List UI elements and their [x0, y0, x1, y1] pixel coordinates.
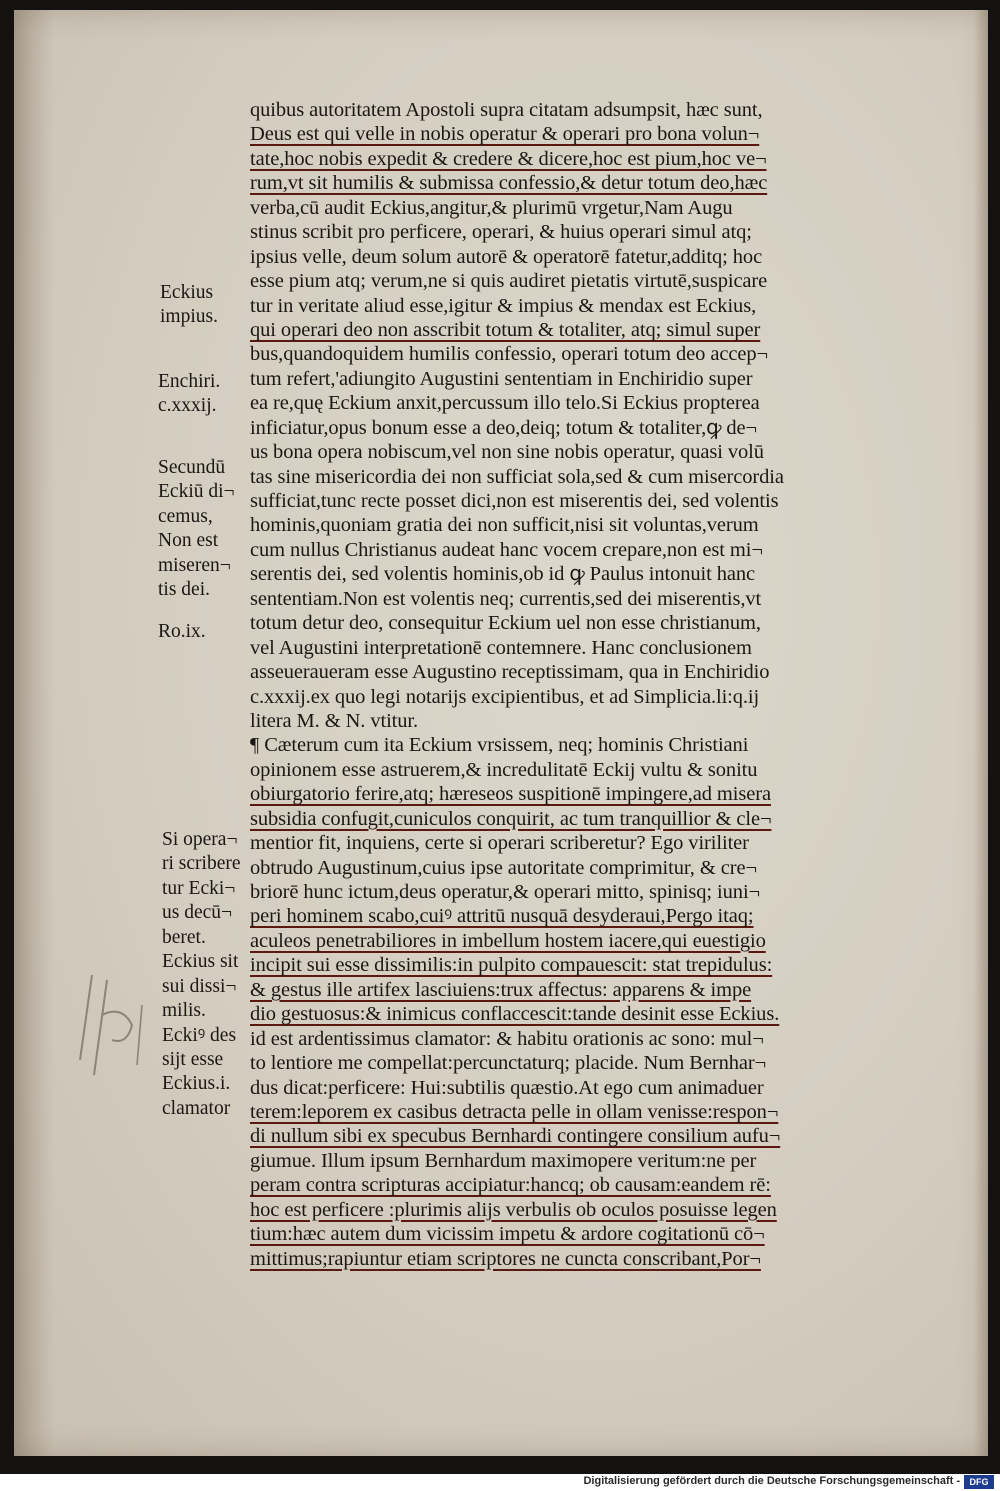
page-gutter-shadow [14, 10, 54, 1456]
pencil-annotation-mark [72, 965, 162, 1085]
text-line: inficiatur,opus bonum esse a deo,deiq; totum & totaliter,ꝙ de¬ [250, 416, 758, 439]
text-line: c.xxxij.ex quo legi notarijs excipientibus, et ad Simplicia.li:q.ij [250, 685, 760, 708]
margin-note-secundum-eckium [158, 456, 235, 603]
footer-credit-text: Digitalisierung gefördert durch die Deutsche Forschungsgemeinschaft - [583, 1475, 960, 1487]
text-line: tur in veritate aliud esse,igitur & impius & mendax est Eckius, [250, 294, 757, 317]
text-line: terem:leporem ex casibus detracta pelle in ollam venisse:respon¬ [250, 1100, 779, 1123]
text-line: mentior fit, inquiens, certe si operari scriberetur? Ego viriliter [250, 832, 749, 855]
margin-note-line: ri scribere [162, 853, 241, 875]
margin-note-si-operari [162, 828, 241, 1121]
text-line: Deus est qui velle in nobis operatur & operari pro bona volun¬ [250, 123, 760, 146]
dfg-logo: DFG [964, 1475, 994, 1489]
text-line: peri hominem scabo,cuiꝰ attritū nusquā desyderaui,Pergo itaq; [250, 905, 754, 928]
text-line: asseueraueram esse Augustino receptissimam, qua in Enchiridio [250, 661, 770, 684]
margin-note-line: Non est [158, 530, 219, 552]
text-line: esse pium atq; verum,ne si quis audiret pietatis virtutē,suspicare [250, 270, 768, 293]
text-line: ipsius velle, deum solum autorē & operatorē fatetur,additq; hoc [250, 245, 763, 268]
text-line: litera M. & N. vtitur. [250, 709, 419, 732]
text-line: qui operari deo non asscribit totum & totaliter, atq; simul super [250, 318, 761, 341]
text-line: tas sine misericordia dei non sufficiat sola,sed & cum misercordia [250, 465, 784, 488]
margin-note-line: Eckius.i. [162, 1073, 231, 1095]
text-line: stinus scribit pro perficere, operari, & huius operari simul atq; [250, 221, 752, 244]
margin-note-line: Eckius sit [162, 951, 239, 973]
text-line: verba,cū audit Eckius,angitur,& plurimū vrgetur,Nam Augu [250, 196, 733, 219]
text-line: sufficiat,tunc recte posset dici,non est miserentis dei, sed volentis [250, 490, 779, 512]
text-line: us bona opera nobiscum,vel non sine nobis operatur, quasi volū [250, 441, 764, 464]
text-line: ¶ Cæterum cum ita Eckium vrsissem, neq; hominis Christiani [250, 734, 749, 757]
text-line: briorē hunc ictum,deus operatur,& operari mitto, spinisq; iuni¬ [250, 881, 761, 903]
text-line: opinionem esse astruerem,& incredulitatē Eckij vultu & sonitu [250, 758, 758, 781]
margin-note-romans-ix [158, 620, 206, 644]
text-line: di nullum sibi ex specubus Bernhardi contingere consilium aufu¬ [250, 1125, 781, 1148]
margin-note-eckius-impius [160, 281, 218, 330]
text-line: ea re,quę Eckium anxit,percussum illo telo.Si Eckius propterea [250, 392, 760, 415]
margin-note-line: Enchiri. [158, 371, 221, 392]
text-line: mittimus;rapiuntur etiam scriptores ne cuncta conscribant,Por¬ [250, 1247, 761, 1270]
text-line: obiurgatorio ferire,atq; hæreseos suspitionē impingere,ad misera [250, 783, 771, 806]
text-line: serentis dei, sed volentis hominis,ob id ꝙ Paulus intonuit hanc [250, 563, 756, 586]
margin-note-line: Ro.ix. [158, 621, 206, 642]
text-line: obtrudo Augustinum,cuius ipse autoritate comprimitur, & cre¬ [250, 856, 757, 879]
text-line: cum nullus Christianus audeat hanc vocem crepare,non est mi¬ [250, 538, 763, 561]
margin-note-line: sijt esse [162, 1048, 224, 1070]
text-line: giumue. Illum ipsum Bernhardum maximopere veritum:ne per [250, 1149, 757, 1172]
text-line: vel Augustini interpretationē contemnere. Hanc conclusionem [250, 636, 752, 659]
margin-note-line: impius. [160, 306, 218, 328]
text-line: tate,hoc nobis expedit & credere & dicere,hoc est pium,hoc ve¬ [250, 147, 767, 170]
margin-note-line: sui dissi¬ [162, 975, 237, 997]
margin-note-line: tis dei. [158, 579, 210, 601]
footer-bar [0, 1474, 1000, 1491]
text-line: peram contra scripturas accipiatur:hancq; ob causam:eandem rē: [250, 1174, 771, 1197]
margin-note-line: tur Ecki¬ [162, 877, 236, 899]
text-line: incipit sui esse dissimilis:in pulpito compauescit: stat trepidulus: [250, 954, 773, 977]
margin-note-line: us decū¬ [162, 902, 233, 924]
text-line: id est ardentissimus clamator: & habitu orationis ac sono: mul¬ [250, 1027, 764, 1050]
margin-note-line: Eckiꝰ des [162, 1024, 237, 1046]
text-line: dio gestuosus:& inimicus conflaccescit:tande desinit esse Eckius. [250, 1003, 780, 1026]
margin-note-line: beret. [162, 926, 206, 948]
text-line: bus,quandoquidem humilis confessio, operari totum deo accep¬ [250, 343, 768, 366]
margin-note-line: Eckiū di¬ [158, 481, 235, 503]
text-line: rum,vt sit humilis & submissa confessio,& detur totum deo,hæc [250, 172, 768, 195]
text-line: tum refert,'adiungito Augustini sententiam in Enchiridio super [250, 367, 753, 390]
text-line: tium:hæc autem dum vicissim impetu & ardore cogitationū cō¬ [250, 1223, 765, 1246]
margin-note-enchiridion [158, 370, 220, 419]
margin-note-line: miseren¬ [158, 554, 231, 576]
main-text-block [250, 98, 912, 1271]
text-line: totum detur deo, consequitur Eckium uel non esse christianum, [250, 612, 761, 635]
margin-note-line: cemus, [158, 505, 213, 527]
margin-note-line: milis. [162, 1000, 206, 1022]
margin-note-line: c.xxxij. [158, 395, 217, 417]
margin-note-line: Secundū [158, 457, 226, 478]
margin-note-line: clamator [162, 1097, 231, 1119]
text-line: hominis,quoniam gratia dei non sufficit,nisi sit voluntas,verum [250, 514, 759, 537]
margin-note-line: Si opera¬ [162, 829, 238, 850]
margin-note-line: Eckius [160, 282, 214, 303]
text-line: to lentiore me compellat:percunctaturq; placide. Num Bernhar¬ [250, 1052, 767, 1075]
text-line: dus dicat:perficere: Hui:subtilis quæstio.At ego cum animaduer [250, 1076, 764, 1099]
text-line: hoc est perficere :plurimis alijs verbulis ob oculos posuisse legen [250, 1198, 777, 1221]
text-line: quibus autoritatem Apostoli supra citatam adsumpsit, hæc sunt, [250, 99, 763, 121]
text-line: subsidia confugit,cuniculos conquirit, ac tum tranquillior & cle¬ [250, 807, 772, 830]
text-line: sententiam.Non est volentis neq; currentis,sed dei miserentis,vt [250, 587, 762, 610]
text-line: aculeos penetrabiliores in imbellum hostem iacere,qui euestigio [250, 929, 766, 952]
page-edge-shadow [974, 10, 988, 1456]
text-line: & gestus ille artifex lasciuiens:trux affectus: apparens & impe [250, 978, 752, 1001]
